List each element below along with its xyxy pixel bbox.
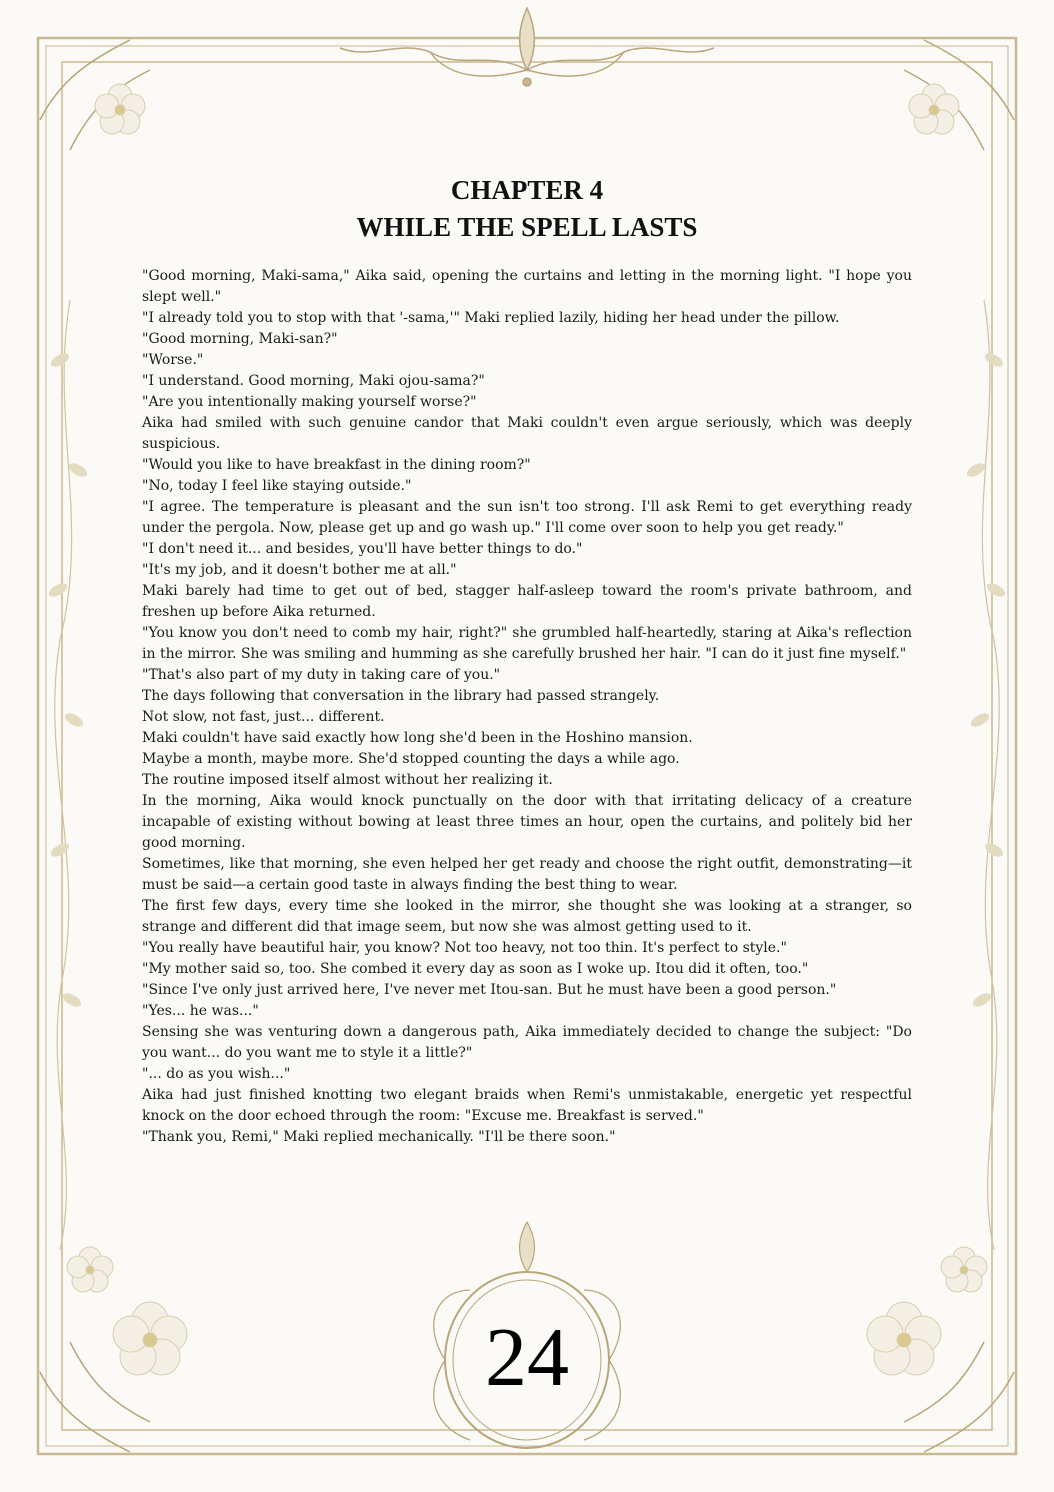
paragraph: "It's my job, and it doesn't bother me at all." (142, 562, 457, 578)
paragraph: The first few days, every time she looked in the mirror, she thought she was looking at a stranger, so strange and different did that image seem, but now she was almost getting used to it. (142, 898, 912, 935)
paragraph: "Since I've only just arrived here, I've never met Itou-san. But he must have been a good person." (142, 982, 837, 998)
paragraph: "My mother said so, too. She combed it every day as soon as I woke up. Itou did it often, too." (142, 961, 809, 977)
paragraph: "I understand. Good morning, Maki ojou-sama?" (142, 373, 485, 389)
paragraph: "No, today I feel like staying outside." (142, 478, 412, 494)
paragraph: "Worse." (142, 352, 204, 368)
paragraph: "You know you don't need to comb my hair, right?" she grumbled half-heartedly, staring at Aika's reflection in the mirror. She was smiling and humming as she carefully brushed her hair. "I can do it just fine myself." (142, 625, 912, 662)
paragraph: Not slow, not fast, just... different. (142, 709, 385, 725)
chapter-heading (0, 172, 1054, 246)
page-number: 24 (485, 1311, 569, 1404)
paragraph: "Good morning, Maki-san?" (142, 331, 338, 347)
paragraph: Aika had smiled with such genuine candor that Maki couldn't even argue seriously, which was deeply suspicious. (142, 415, 912, 452)
paragraph: "Are you intentionally making yourself worse?" (142, 394, 477, 410)
paragraph: Sometimes, like that morning, she even helped her get ready and choose the right outfit, demonstrating—it must be said—a certain good taste in always finding the best thing to wear. (142, 856, 912, 893)
paragraph: "You really have beautiful hair, you know? Not too heavy, not too thin. It's perfect to style." (142, 940, 787, 956)
paragraph: "Thank you, Remi," Maki replied mechanically. "I'll be there soon." (142, 1129, 616, 1145)
paragraph: "I already told you to stop with that '-sama,'" Maki replied lazily, hiding her head under the pillow. (142, 310, 840, 326)
paragraph: The days following that conversation in the library had passed strangely. (142, 688, 660, 704)
top-flourish (340, 8, 714, 86)
paragraph: "Would you like to have breakfast in the dining room?" (142, 457, 531, 473)
paragraph: "Yes... he was..." (142, 1003, 259, 1019)
paragraph: In the morning, Aika would knock punctually on the door with that irritating delicacy of a creature incapable of existing without bowing at least three times an hour, open the curtains, and politely bid her good morning. (142, 793, 912, 851)
paragraph: Aika had just finished knotting two elegant braids when Remi's unmistakable, energetic yet respectful knock on the door echoed through the room: "Excuse me. Breakfast is served." (142, 1087, 912, 1124)
paragraph: "Good morning, Maki-sama," Aika said, opening the curtains and letting in the morning light. "I hope you slept well." (142, 268, 912, 305)
paragraph: "I don't need it... and besides, you'll have better things to do." (142, 541, 583, 557)
paragraph: Maybe a month, maybe more. She'd stopped counting the days a while ago. (142, 751, 680, 767)
paragraph: Sensing she was venturing down a dangerous path, Aika immediately decided to change the subject: "Do you want... do you want me to style it a little?" (142, 1024, 912, 1061)
paragraph: The routine imposed itself almost without her realizing it. (142, 772, 553, 788)
paragraph: Maki couldn't have said exactly how long she'd been in the Hoshino mansion. (142, 730, 693, 746)
paragraph: "That's also part of my duty in taking care of you." (142, 667, 501, 683)
paragraph: "... do as you wish..." (142, 1066, 291, 1082)
chapter-number: CHAPTER 4 (450, 175, 604, 205)
chapter-body (142, 266, 912, 1148)
paragraph: "I agree. The temperature is pleasant and the sun isn't too strong. I'll ask Remi to get everything ready under the pergola. Now, please get up and go wash up." I'll come over soon to help you get ready." (142, 499, 912, 536)
chapter-title: WHILE THE SPELL LASTS (356, 212, 698, 242)
paragraph: Maki barely had time to get out of bed, stagger half-asleep toward the room's private bathroom, and freshen up before Aika returned. (142, 583, 912, 620)
